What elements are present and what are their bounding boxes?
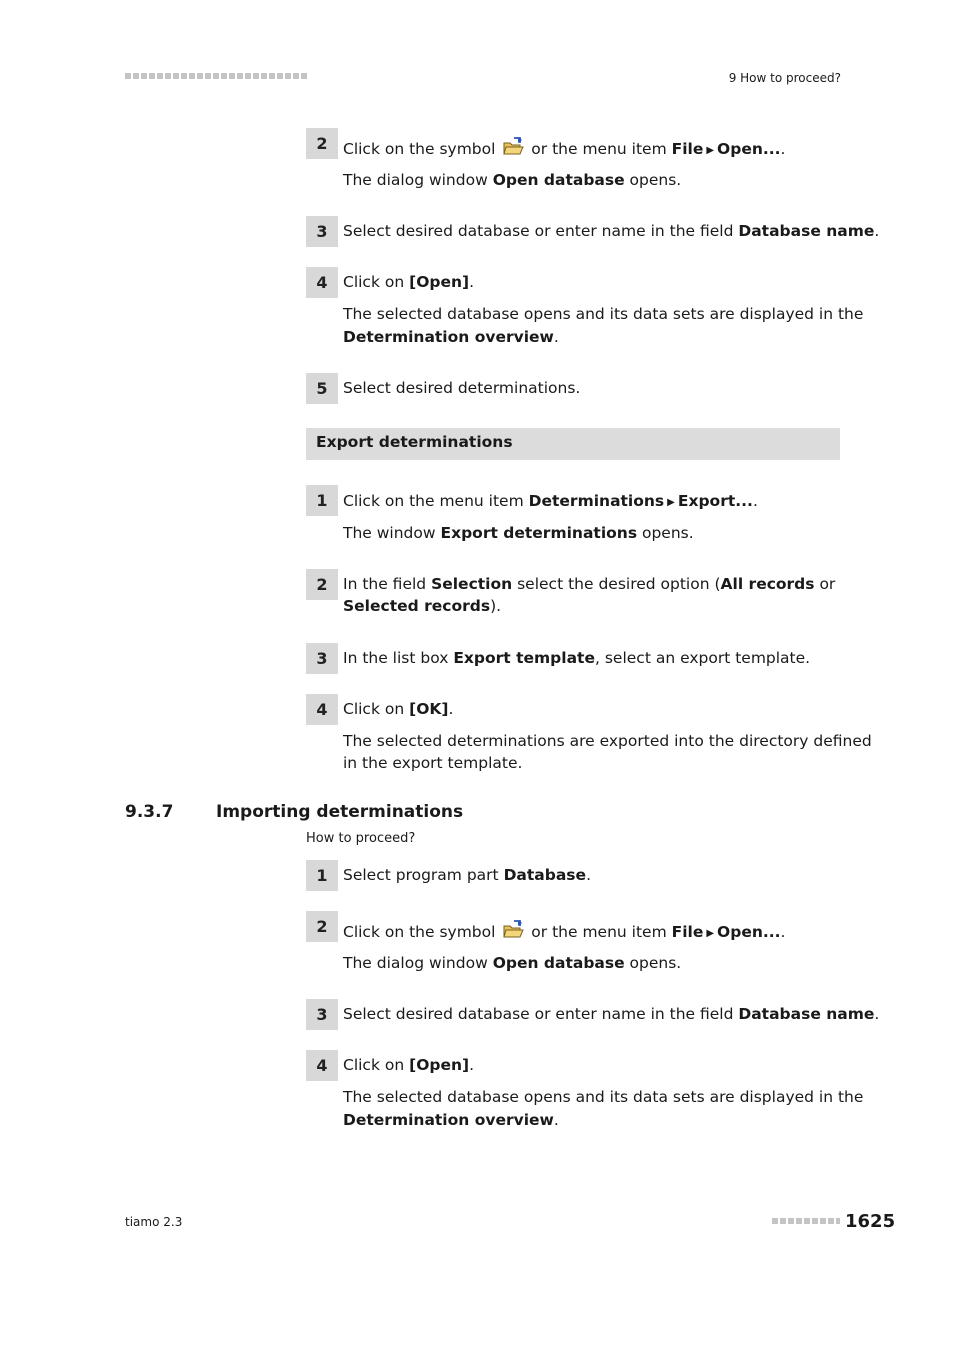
step-text: Click on [Open].: [343, 1056, 475, 1074]
step-number: 3: [306, 643, 338, 674]
step-result: The window Export determinations opens.: [343, 524, 694, 542]
step-number: 2: [306, 911, 338, 942]
step-text: Select program part Database.: [343, 866, 591, 884]
step-text: Select desired database or enter name in the field Database name.: [343, 222, 880, 240]
step-number: 3: [306, 999, 338, 1030]
step-result: in the export template.: [343, 754, 523, 772]
export-section-bar: [306, 428, 840, 460]
step-text: Click on [Open].: [343, 273, 475, 291]
section-subtitle: How to proceed?: [306, 831, 416, 846]
step-text: In the field Selection select the desired option (All records or: [343, 575, 836, 593]
step-number: 4: [306, 694, 338, 725]
export-section-title: Export determinations: [316, 433, 513, 451]
footer-dots: [772, 1218, 840, 1226]
open-folder-icon: [502, 137, 524, 157]
step-text: Click on the symbol or the menu item File ▶ Open....: [343, 137, 785, 163]
step-text: Click on [OK].: [343, 700, 454, 718]
step-text: In the list box Export template, select an export template.: [343, 649, 811, 667]
step-number: 5: [306, 373, 338, 404]
step-number: 4: [306, 1050, 338, 1081]
step-result: Determination overview.: [343, 1111, 559, 1129]
step-text: Click on the symbol or the menu item File ▶ Open....: [343, 920, 785, 946]
step-number: 1: [306, 860, 338, 891]
step-result: Determination overview.: [343, 328, 559, 346]
step-number: 2: [306, 569, 338, 600]
open-folder-icon: [502, 920, 524, 940]
page-number: 1625: [845, 1211, 896, 1232]
step-text: Select desired database or enter name in the field Database name.: [343, 1005, 880, 1023]
step-result: The selected database opens and its data sets are displayed in the: [343, 1088, 864, 1106]
step-text: Click on the menu item Determinations ▶ Export....: [343, 492, 758, 510]
step-number: 1: [306, 485, 338, 516]
header-chapter: 9 How to proceed?: [728, 71, 841, 85]
header-dots: [125, 71, 307, 81]
step-result: The dialog window Open database opens.: [343, 954, 682, 972]
section-number: 9.3.7: [125, 802, 174, 822]
step-number: 4: [306, 267, 338, 298]
step-text: Select desired determinations.: [343, 379, 581, 397]
footer-product: tiamo 2.3: [125, 1215, 183, 1229]
section-title: Importing determinations: [216, 802, 464, 822]
step-result: The dialog window Open database opens.: [343, 171, 682, 189]
step-text: Selected records).: [343, 597, 502, 615]
step-number: 3: [306, 216, 338, 247]
step-result: The selected database opens and its data sets are displayed in the: [343, 305, 864, 323]
step-result: The selected determinations are exported into the directory defined: [343, 732, 872, 750]
step-number: 2: [306, 128, 338, 159]
